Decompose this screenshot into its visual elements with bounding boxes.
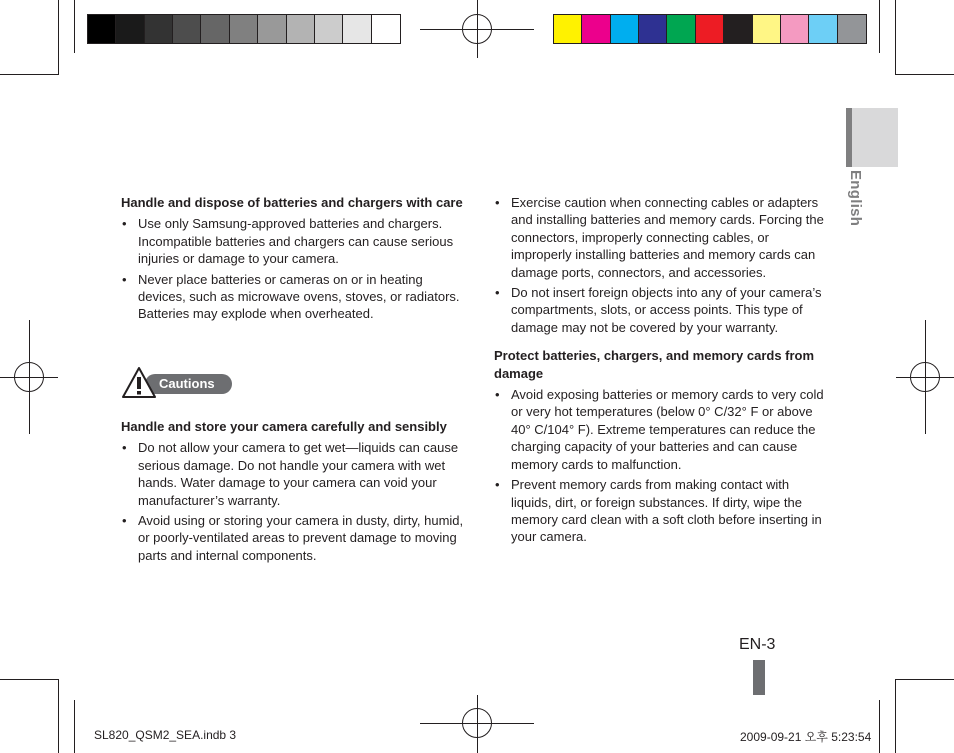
section-heading-batteries: Handle and dispose of batteries and chargers with care bbox=[121, 195, 463, 210]
footer-filename: SL820_QSM2_SEA.indb 3 bbox=[94, 728, 237, 742]
bullet: • bbox=[122, 440, 127, 456]
left-column-lower bbox=[121, 418, 466, 567]
bullet: • bbox=[495, 387, 500, 403]
list-item: • Do not insert foreign objects into any of your camera’s compartments, slots, or access points. This type of damage may not be covered by your warranty. bbox=[495, 285, 822, 335]
warning-icon bbox=[121, 366, 157, 400]
connections-list bbox=[494, 194, 830, 336]
bullet: • bbox=[122, 216, 127, 232]
section-heading-handle-camera: Handle and store your camera carefully and sensibly bbox=[121, 419, 447, 434]
cautions-badge bbox=[121, 366, 233, 400]
footer-timestamp: 2009-09-21 오후 5:23:54 bbox=[740, 730, 872, 744]
color-swatch bbox=[753, 15, 781, 43]
color-swatch bbox=[343, 15, 371, 43]
protect-list bbox=[494, 386, 830, 546]
list-item: • Exercise caution when connecting cables or adapters and installing batteries and memory cards. Forcing the connectors, improperly connecting cables, or improperly installing batteries and memory cards can damage ports, connectors, and accessories. bbox=[495, 195, 824, 280]
batteries-list bbox=[121, 215, 466, 322]
color-swatch bbox=[611, 15, 639, 43]
list-item: • Prevent memory cards from making contact with liquids, dirt, or foreign substances. If dirty, wipe the memory card clean with a soft cloth before inserting in your camera. bbox=[495, 477, 822, 545]
bullet: • bbox=[122, 271, 127, 287]
list-item: • Never place batteries or cameras on or in heating devices, such as microwave ovens, stoves, or radiators. Batteries may explode when overheated. bbox=[122, 271, 460, 322]
list-item: • Avoid exposing batteries or memory cards to very cold or very hot temperatures (below 0° C/32° F or above 40° C/104° F). Extreme temperatures can reduce the charging capacity of your batteries and can cause memory cards to malfunction. bbox=[495, 387, 824, 472]
color-swatch bbox=[639, 15, 667, 43]
color-swatch bbox=[145, 15, 173, 43]
color-swatch bbox=[696, 15, 724, 43]
color-swatch bbox=[781, 15, 809, 43]
page-number: EN-3 bbox=[739, 636, 776, 653]
color-swatch bbox=[88, 15, 116, 43]
language-tab-label: English bbox=[847, 170, 864, 227]
language-tab-bar bbox=[846, 108, 852, 167]
section-heading-protect: Protect batteries, chargers, and memory cards from damage bbox=[494, 348, 815, 381]
bullet: • bbox=[495, 285, 500, 301]
color-swatch bbox=[173, 15, 201, 43]
bullet: • bbox=[495, 195, 500, 210]
color-swatch bbox=[838, 15, 866, 43]
list-item: • Do not allow your camera to get wet—liquids can cause serious damage. Do not handle your camera with wet hands. Water damage to your camera can void your manufacturer’s warranty. bbox=[122, 440, 459, 508]
cautions-label: Cautions bbox=[145, 374, 232, 394]
right-column bbox=[494, 194, 830, 549]
color-swatch bbox=[582, 15, 610, 43]
process-color-bar bbox=[553, 14, 867, 44]
handle-camera-list bbox=[121, 439, 466, 564]
list-item: • Avoid using or storing your camera in dusty, dirty, humid, or poorly-ventilated areas to prevent damage to moving parts and internal components. bbox=[122, 513, 464, 563]
grayscale-color-bar bbox=[87, 14, 401, 44]
bullet: • bbox=[122, 513, 127, 529]
bullet: • bbox=[495, 477, 500, 493]
color-swatch bbox=[116, 15, 144, 43]
color-swatch bbox=[554, 15, 582, 43]
language-tab-box bbox=[852, 108, 898, 167]
color-swatch bbox=[315, 15, 343, 43]
color-swatch bbox=[809, 15, 837, 43]
color-swatch bbox=[372, 15, 400, 43]
color-swatch bbox=[230, 15, 258, 43]
left-column bbox=[121, 194, 466, 326]
list-item: • Use only Samsung-approved batteries and chargers. Incompatible batteries and chargers can cause serious injuries or damage to your camera. bbox=[122, 216, 454, 267]
color-swatch bbox=[258, 15, 286, 43]
color-swatch bbox=[724, 15, 752, 43]
color-swatch bbox=[201, 15, 229, 43]
color-swatch bbox=[667, 15, 695, 43]
color-swatch bbox=[287, 15, 315, 43]
page-number-bar bbox=[753, 660, 765, 695]
